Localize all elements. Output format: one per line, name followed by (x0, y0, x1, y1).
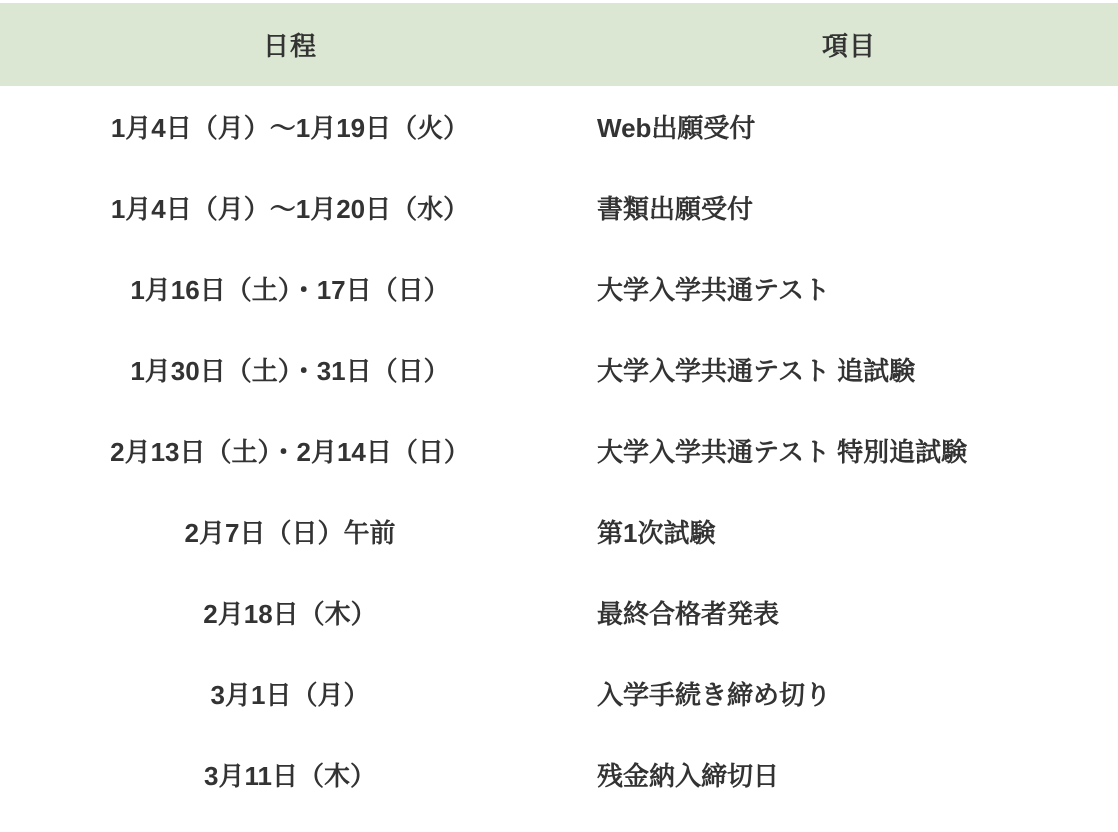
table-row (0, 572, 1118, 653)
item-cell: 大学入学共通テスト (597, 275, 830, 305)
column-header-item: 項目 (821, 31, 876, 61)
table-row (0, 410, 1118, 491)
item-cell: 第1次試験 (597, 518, 716, 548)
item-cell: Web出願受付 (597, 113, 756, 143)
table-row (0, 86, 1118, 167)
table-row (0, 653, 1118, 734)
table-row (0, 491, 1118, 572)
item-cell: 入学手続き締め切り (597, 680, 832, 710)
date-cell: 1月4日（月）～1月19日（火） (110, 113, 470, 143)
date-cell: 3月11日（木） (204, 761, 376, 791)
date-cell: 1月4日（月）～1月20日（水） (110, 194, 470, 224)
item-cell: 大学入学共通テスト 特別追試験 (597, 437, 968, 467)
table-row (0, 167, 1118, 248)
table-row (0, 329, 1118, 410)
table-header-row (0, 3, 1118, 86)
date-cell: 1月30日（土）・31日（日） (130, 356, 450, 386)
item-cell: 最終合格者発表 (597, 599, 780, 629)
admission-schedule-table (0, 3, 1118, 815)
date-cell: 3月1日（月） (210, 680, 370, 710)
table-row (0, 734, 1118, 815)
date-cell: 2月7日（日）午前 (184, 518, 396, 548)
column-header-date: 日程 (262, 31, 317, 61)
item-cell: 大学入学共通テスト 追試験 (597, 356, 916, 386)
item-cell: 残金納入締切日 (597, 761, 780, 791)
table-row (0, 248, 1118, 329)
item-cell: 書類出願受付 (597, 194, 754, 224)
date-cell: 1月16日（土）・17日（日） (130, 275, 450, 305)
date-cell: 2月18日（木） (203, 599, 377, 629)
date-cell: 2月13日（土）・2月14日（日） (110, 437, 470, 467)
